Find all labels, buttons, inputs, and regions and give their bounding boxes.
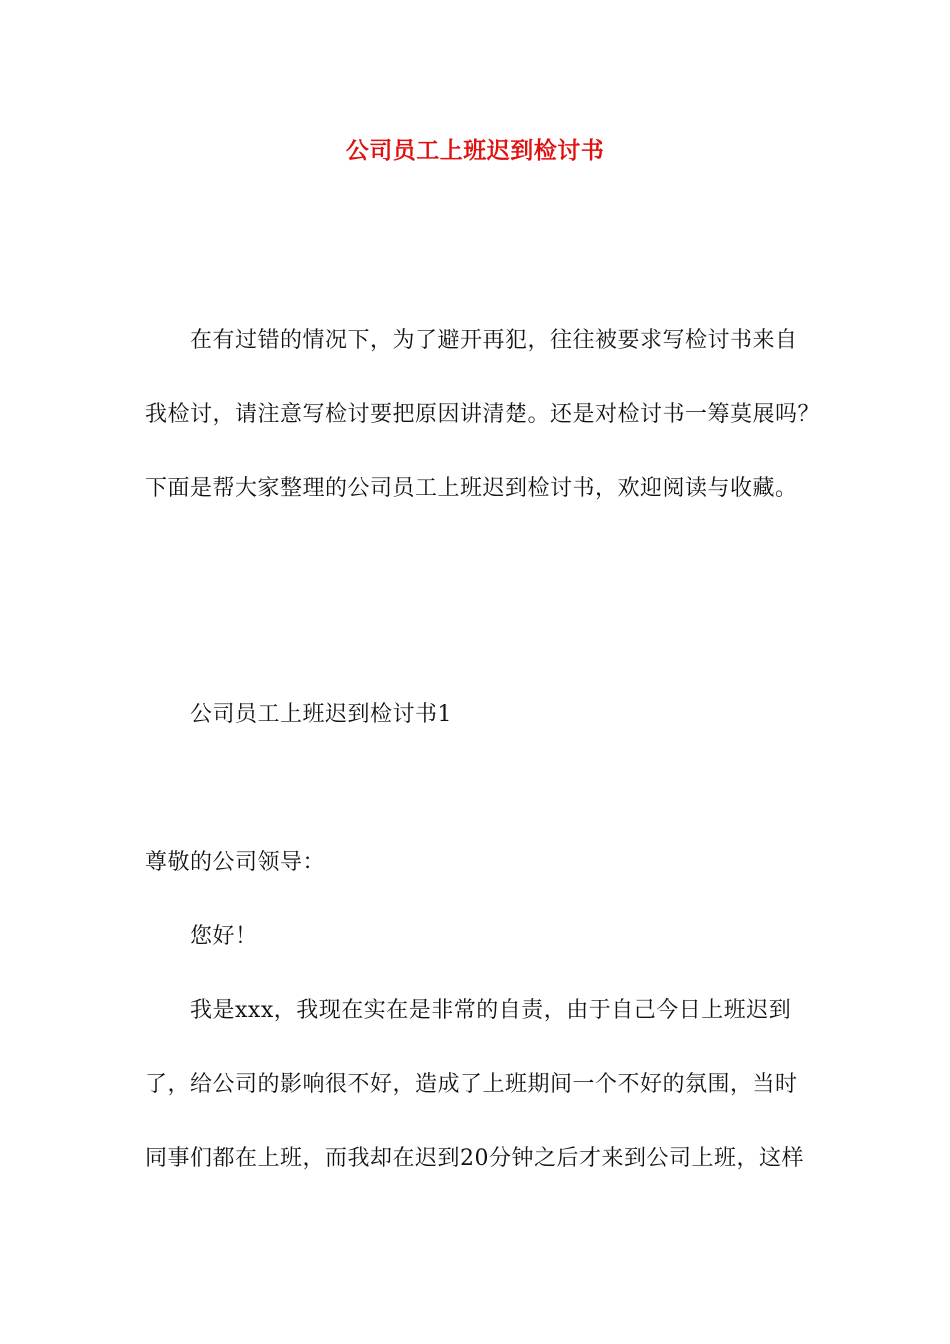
intro-line-2: 我检讨，请注意写检讨要把原因讲清楚。还是对检讨书一筹莫展吗？ <box>145 402 821 427</box>
section-heading: 公司员工上班迟到检讨书1 <box>190 702 452 727</box>
intro-line-1: 在有过错的情况下，为了避开再犯，往往被要求写检讨书来自 <box>190 328 798 353</box>
intro-line-3: 下面是帮大家整理的公司员工上班迟到检讨书，欢迎阅读与收藏。 <box>145 476 798 501</box>
body-line-2: 了，给公司的影响很不好，造成了上班期间一个不好的氛围，当时 <box>145 1072 798 1097</box>
greeting: 您好！ <box>190 924 258 949</box>
salutation: 尊敬的公司领导： <box>145 850 326 875</box>
document-title: 公司员工上班迟到检讨书 <box>345 137 605 164</box>
body-line-3: 同事们都在上班，而我却在迟到20分钟之后才来到公司上班，这样 <box>145 1146 804 1171</box>
body-line-1: 我是xxx，我现在实在是非常的自责，由于自己今日上班迟到 <box>190 998 792 1023</box>
